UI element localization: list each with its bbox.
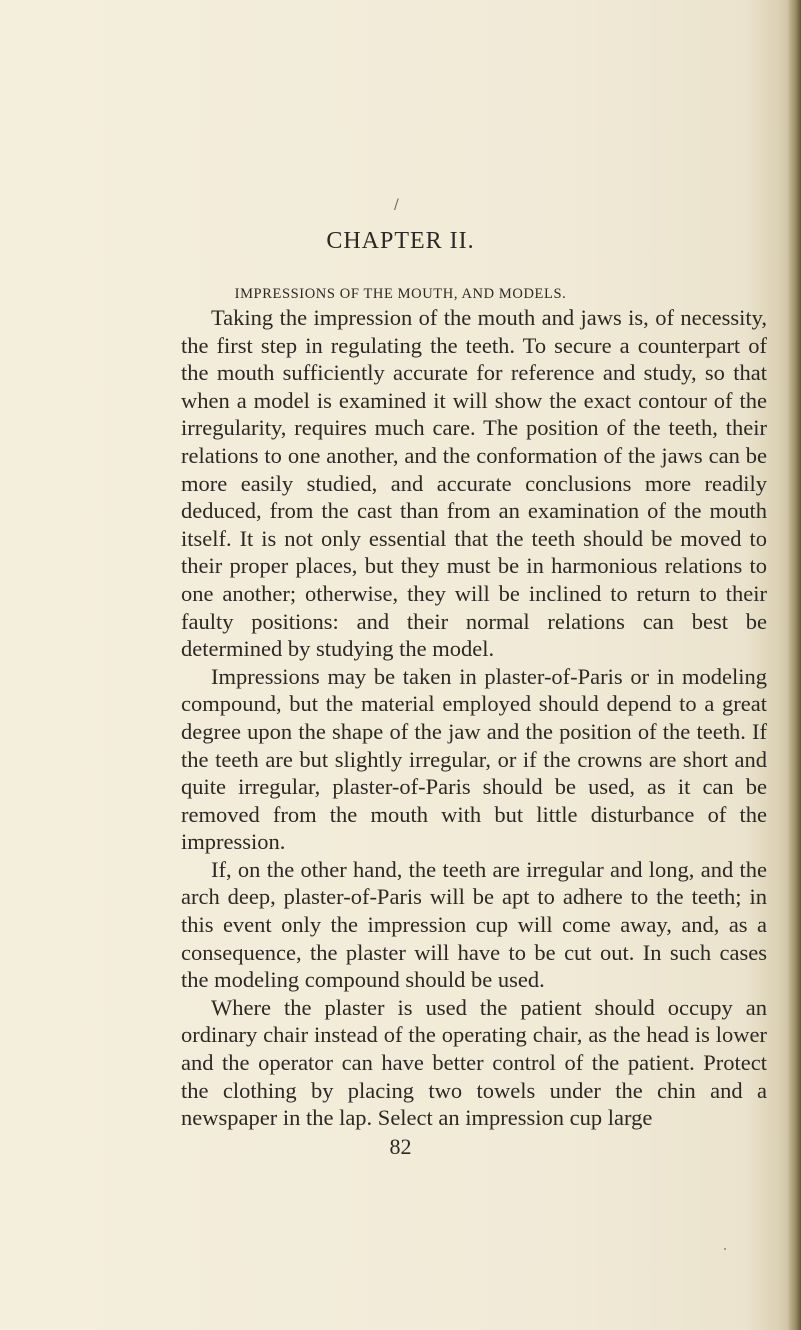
paragraph: Taking the impression of the mouth and jaws is, of necessity, the first step in regulating the teeth. To secure a counterpart of the mouth sufficiently accurate for reference and study, so that when a model is examined it will show the exact contour of the irregularity, requires much care. The position of the teeth, their relations to one another, and the conformation of the jaws can be more easily studied, and accurate conclusions more readily deduced, from the cast than from an examination of the mouth itself. It is not only essential that the teeth should be moved to their proper places, but they must be in harmonious relations to one another; otherwise, they will be inclined to return to their faulty positions: and their normal relations can best be determined by studying the model. — [181, 305, 767, 662]
page-edge-shadow — [787, 0, 801, 1330]
paragraph: Impressions may be taken in plaster-of-Paris or in modeling compound, but the material employed should depend to a great degree upon the shape of the jaw and the position of the teeth. If the teeth are but slightly irregular, or if the crowns are short and quite irregular, plaster-of-Paris should be used, as it can be removed from the mouth with but little disturbance of the impression. — [181, 663, 767, 855]
page-number: 82 — [389, 1134, 412, 1159]
paragraph: Where the plaster is used the patient should occupy an ordinary chair instead of the operating chair, as the head is lower and the operator can have better control of the patient. Protect the clothing by placing two towels under the chin and a newspaper in the lap. Select an impression cup large — [181, 994, 767, 1131]
chapter-heading: CHAPTER II. — [326, 228, 475, 254]
section-heading: IMPRESSIONS OF THE MOUTH, AND MODELS. — [234, 286, 567, 302]
paper-speck — [724, 1248, 726, 1250]
pencil-mark: / — [394, 197, 399, 213]
paragraph: If, on the other hand, the teeth are irregular and long, and the arch deep, plaster-of-Paris will be apt to adhere to the teeth; in this event only the impression cup will come away, and, as a consequence, the plaster will have to be cut out. In such cases the modeling compound should be used. — [181, 856, 767, 993]
body-text — [181, 304, 767, 1132]
